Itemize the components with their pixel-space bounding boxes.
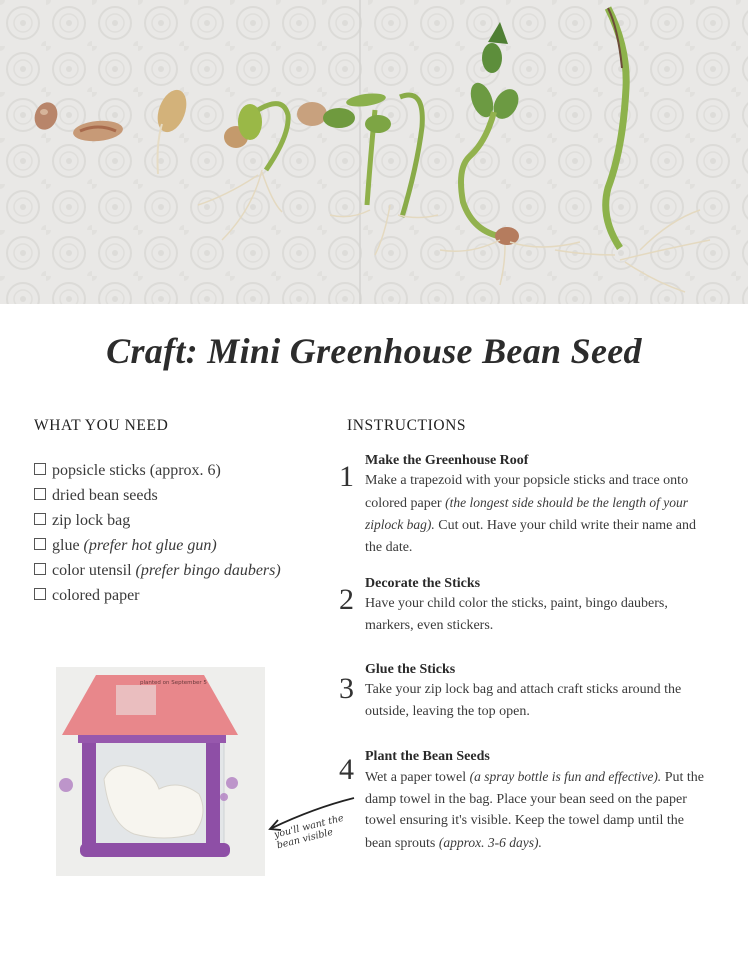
step-3 bbox=[337, 660, 712, 722]
step-1 bbox=[337, 451, 712, 558]
hero-image bbox=[0, 0, 748, 304]
item-note: (prefer hot glue gun) bbox=[83, 537, 217, 554]
list-item[interactable]: colored paper bbox=[34, 583, 281, 608]
step-2 bbox=[337, 574, 712, 636]
list-item[interactable]: zip lock bag bbox=[34, 508, 281, 533]
step-title: Make the Greenhouse Roof bbox=[365, 453, 529, 468]
step-title: Decorate the Sticks bbox=[365, 576, 481, 591]
checkbox-icon bbox=[34, 563, 46, 575]
step-4 bbox=[337, 747, 712, 854]
needs-list bbox=[34, 458, 281, 608]
roof-caption: planted on September 5 bbox=[140, 680, 207, 686]
step-number: 3 bbox=[339, 672, 354, 705]
checkbox-icon bbox=[34, 463, 46, 475]
step-number: 2 bbox=[339, 583, 354, 616]
checkbox-icon bbox=[34, 588, 46, 600]
page-title: Craft: Mini Greenhouse Bean Seed bbox=[106, 331, 642, 371]
item-note: (prefer bingo daubers) bbox=[135, 562, 281, 579]
list-item[interactable]: popsicle sticks (approx. 6) bbox=[34, 458, 281, 483]
greenhouse-example-photo bbox=[56, 667, 265, 876]
checkbox-icon bbox=[34, 538, 46, 550]
step-title: Plant the Bean Seeds bbox=[365, 749, 490, 764]
checkbox-icon bbox=[34, 488, 46, 500]
handwritten-note: you'll want the bean visible bbox=[273, 812, 345, 852]
step-title: Glue the Sticks bbox=[365, 662, 456, 677]
needs-heading: WHAT YOU NEED bbox=[34, 417, 169, 434]
step-text: Take your zip lock bag and attach craft sticks around the outside, leaving the top open. bbox=[365, 682, 682, 719]
step-text: Have your child color the sticks, paint, bingo daubers, markers, even stickers. bbox=[365, 596, 668, 633]
step-number: 1 bbox=[339, 460, 354, 493]
step-number: 4 bbox=[339, 753, 354, 786]
list-item[interactable]: color utensil (prefer bingo daubers) bbox=[34, 558, 281, 583]
instructions-heading: INSTRUCTIONS bbox=[347, 417, 467, 434]
list-item[interactable]: glue (prefer hot glue gun) bbox=[34, 533, 281, 558]
list-item[interactable]: dried bean seeds bbox=[34, 483, 281, 508]
step-text: Wet a paper towel (a spray bottle is fun and effective). Put the damp towel in the bag. Place your bean seed on the paper towel ensuring it's visible. Keep the towel damp until the bean sprouts (approx. 3-6 days). bbox=[365, 769, 704, 851]
bean-sprout-sequence-image bbox=[0, 0, 748, 304]
step-text: Make a trapezoid with your popsicle sticks and trace onto colored paper (the longest side should be the length of your ziplock bag). Cut out. Have your child write their name and the date. bbox=[365, 473, 697, 555]
checkbox-icon bbox=[34, 513, 46, 525]
